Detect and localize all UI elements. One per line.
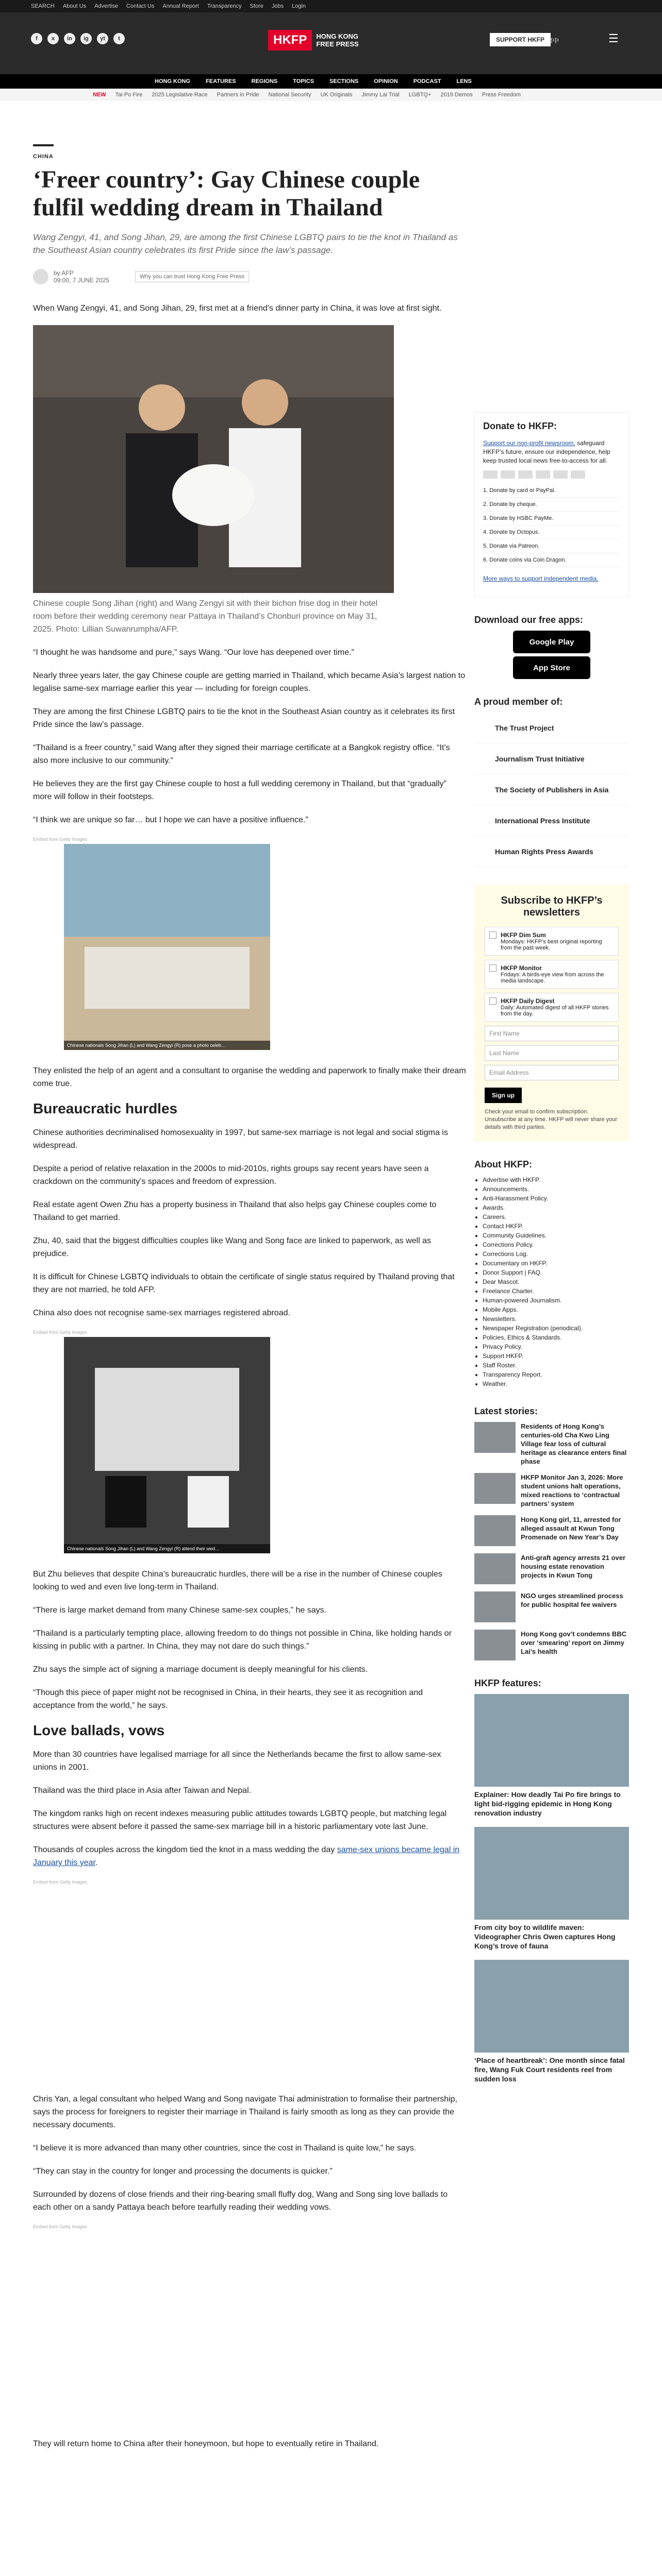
about-link[interactable]: • Anti-Harassment Policy. xyxy=(483,1194,629,1203)
wedding-stage-illustration xyxy=(64,1337,270,1553)
paragraph: They will return home to China after their honeymoon, but hope to eventually retire in Thailand. xyxy=(33,2439,379,2448)
topbar-item[interactable]: Advertise xyxy=(94,3,118,9)
about-link[interactable]: • Newsletters. xyxy=(483,1314,629,1324)
paragraph: “I believe it is more advanced than many other countries, since the cost in Thailand is quite low,” he says. xyxy=(33,2144,417,2153)
topbar-item[interactable]: Store xyxy=(250,3,263,9)
paragraph: When Wang Zengyi, 41, and Song Jihan, 29, first met at a friend’s dinner party in China, it was love at first sight. xyxy=(33,304,442,313)
about-link[interactable]: • Staff Roster. xyxy=(483,1361,629,1370)
paragraph: They enlisted the help of an agent and a consultant to organise the wedding and paperwork to finally make their dream come true. xyxy=(33,1066,466,1088)
paragraph: “I think we are unique so far… but I hope we can have a positive influence.” xyxy=(33,816,308,824)
paragraph: Surrounded by dozens of close friends and their ring-bearing small fluffy dog, Wang and Song sing love ballads to each other on a sandy Pattaya beach before tearfully reading their wedding vows. xyxy=(33,2190,448,2212)
topbar-item[interactable]: About Us xyxy=(62,3,87,9)
about-link[interactable]: • Contact HKFP. xyxy=(483,1222,629,1231)
site-header xyxy=(0,12,662,74)
about-link[interactable]: • Corrections Log. xyxy=(483,1249,629,1259)
story-title[interactable]: Hong Kong gov’t condemns BBC over ‘smearing’ report on Jimmy Lai’s health xyxy=(521,1630,627,1655)
getty-embed-placeholder xyxy=(33,2231,301,2293)
about-link[interactable]: • Privacy Policy. xyxy=(483,1342,629,1351)
embed-caption: Chinese nationals Song Jihan (L) and Wang Zengyi (R) pose a photo celeb… xyxy=(64,1041,270,1050)
widget-title: About HKFP: xyxy=(474,1159,532,1170)
latest-story[interactable] xyxy=(474,1591,629,1622)
linkedin-icon[interactable]: in xyxy=(64,33,75,44)
paragraph: China also does not recognise same-sex marriages registered abroad. xyxy=(33,1309,290,1317)
first-name-input[interactable]: First Name xyxy=(485,1026,619,1041)
embed-label: Embed from Getty Images xyxy=(33,1330,88,1335)
member-logo[interactable]: International Press Institute xyxy=(474,805,629,836)
main-nav xyxy=(0,74,662,89)
instagram-icon[interactable]: ig xyxy=(80,33,92,44)
story-thumbnail xyxy=(474,1515,516,1546)
paragraph: Chris Yan, a legal consultant who helped Wang and Song navigate Thai administration to formalise their partnership, says the process for foreigners to register their marriage in Thailand is fairly smooth as long as they can provide the necessary documents. xyxy=(33,2095,457,2129)
logo-line: FREE PRESS xyxy=(316,40,359,48)
getty-embed[interactable] xyxy=(64,844,270,1050)
about-link[interactable]: • Careers. xyxy=(483,1212,629,1222)
feature-story[interactable] xyxy=(474,1960,629,2083)
card-icon xyxy=(483,470,498,479)
nav-item[interactable]: SECTIONS xyxy=(329,78,359,84)
story-thumbnail xyxy=(474,1591,516,1622)
about-link[interactable]: • Advertise with HKFP. xyxy=(483,1175,629,1184)
nav-item[interactable]: HONG KONG xyxy=(155,78,191,84)
checkbox[interactable] xyxy=(489,964,496,972)
card-icon xyxy=(518,470,533,479)
paragraph: “Though this piece of paper might not be recognised in China, in their hearts, they see it as recognition and acceptance from the world,” he says. xyxy=(33,1688,423,1710)
about-link[interactable]: • Policies, Ethics & Standards. xyxy=(483,1333,629,1342)
logo-mark: HKFP xyxy=(268,30,312,50)
last-name-input[interactable]: Last Name xyxy=(485,1045,619,1061)
widget-title: Latest stories: xyxy=(474,1406,538,1416)
about-link[interactable]: • Announcements. xyxy=(483,1184,629,1194)
language-switch[interactable]: 繁中 xyxy=(547,37,559,44)
newsletter-option[interactable] xyxy=(485,927,619,956)
widget-title: Download our free apps: xyxy=(474,615,584,625)
trending-item[interactable]: Partners in Pride xyxy=(217,92,259,98)
nav-item[interactable]: FEATURES xyxy=(206,78,236,84)
paragraph: More than 30 countries have legalised marriage for all since the Netherlands became the first to allow same-sex unions in 2001. xyxy=(33,1750,441,1772)
nav-item[interactable]: OPINION xyxy=(374,78,398,84)
topbar-item[interactable]: Contact Us xyxy=(126,3,155,9)
feature-image xyxy=(474,1827,629,1920)
about-link[interactable]: • Dear Mascot. xyxy=(483,1277,629,1286)
telegram-icon[interactable]: t xyxy=(113,33,125,44)
checkbox[interactable] xyxy=(489,931,496,939)
nav-item[interactable]: TOPICS xyxy=(293,78,315,84)
paragraph: “I thought he was handsome and pure,” says Wang. “Our love has deepened over time.” xyxy=(33,648,354,657)
story-title[interactable]: Anti-graft agency arrests 21 over housing estate renovation projects in Kwun Tong xyxy=(521,1554,626,1579)
topbar-item[interactable]: Jobs xyxy=(271,3,284,9)
paragraph: Zhu, 40, said that the biggest difficulties couples like Wang and Song face are linked to paperwork, as well as prejudice. xyxy=(33,1236,431,1258)
member-logo[interactable]: The Trust Project xyxy=(474,713,629,743)
embed-label: Embed from Getty Images xyxy=(33,1879,88,1885)
feature-story[interactable] xyxy=(474,1694,629,1818)
member-logo[interactable]: Human Rights Press Awards xyxy=(474,836,629,867)
donate-widget xyxy=(474,412,629,597)
about-link[interactable]: • Freelance Charter. xyxy=(483,1286,629,1296)
about-link[interactable]: • Newspaper Registration (periodical). xyxy=(483,1324,629,1333)
hamburger-menu-icon[interactable]: ☰ xyxy=(608,32,619,45)
author-avatar xyxy=(33,269,48,284)
paragraph: “Thailand is a freer country,” said Wang after they signed their marriage certificate at a Bangkok registry office. “It’s also more inclusive to our community.” xyxy=(33,743,450,765)
trending-item[interactable]: Press Freedom xyxy=(482,92,521,98)
inline-link[interactable]: same-sex unions became legal in January this year xyxy=(33,1845,460,1867)
about-link[interactable]: • Transparency Report. xyxy=(483,1370,629,1379)
paragraph: The kingdom ranks high on recent indexes measuring public attitudes towards LGBTQ people, but matching legal structures were absent before it passed the same-sex marriage bill in a historic parliamentary vote last June. xyxy=(33,1809,447,1831)
story-thumbnail xyxy=(474,1473,516,1504)
about-link[interactable]: • Mobile Apps. xyxy=(483,1305,629,1314)
newsletter-option[interactable] xyxy=(485,993,619,1022)
byline xyxy=(33,269,466,284)
card-icon xyxy=(553,470,568,479)
more-ways-link[interactable]: More ways to support independent media. xyxy=(483,575,599,582)
title-rule xyxy=(33,144,54,146)
newsletter-name: HKFP Daily Digest xyxy=(501,997,555,1005)
trending-item[interactable]: LGBTQ+ xyxy=(408,92,432,98)
paragraph: It is difficult for Chinese LGBTQ individuals to obtain the certificate of single status required by Thailand proving that they are not married, he told AFP. xyxy=(33,1273,455,1294)
signup-button[interactable]: Sign up xyxy=(485,1088,522,1103)
newsletter-desc: Daily: Automated digest of all HKFP stories from the day. xyxy=(501,1005,609,1017)
checkbox[interactable] xyxy=(489,997,496,1005)
card-icon xyxy=(571,470,585,479)
about-link[interactable]: • Corrections Policy. xyxy=(483,1240,629,1249)
card-icon xyxy=(536,470,550,479)
paragraph: “They can stay in the country for longer and processing the documents is quicker.” xyxy=(33,2167,333,2176)
support-button[interactable]: SUPPORT HKFP xyxy=(490,33,551,46)
trending-item[interactable]: UK Originals xyxy=(320,92,353,98)
topbar-item[interactable]: Annual Report xyxy=(162,3,199,9)
paragraph: Chinese authorities decriminalised homosexuality in 1997, but same-sex marriage is not legal and social stigma is widespread. xyxy=(33,1128,448,1150)
about-link[interactable]: • Documentary on HKFP. xyxy=(483,1259,629,1268)
newsletter-option[interactable] xyxy=(485,960,619,989)
donate-option[interactable]: 1. Donate by card or PayPal. xyxy=(483,484,620,498)
section-heading: Love ballads, vows xyxy=(33,1722,165,1738)
nav-item[interactable]: LENS xyxy=(456,78,472,84)
feature-title[interactable]: Explainer: How deadly Tai Po fire brings to light bid-rigging epidemic in Hong Kong renovation industry xyxy=(474,1790,621,1817)
trending-item[interactable]: National Security xyxy=(268,92,311,98)
payment-methods xyxy=(483,470,620,479)
latest-story[interactable] xyxy=(474,1473,629,1508)
nav-item[interactable]: REGIONS xyxy=(251,78,278,84)
widget-title: HKFP features: xyxy=(474,1678,541,1688)
newsletter-desc: Mondays: HKFP’s best original reporting from the past week. xyxy=(501,939,602,951)
trending-bar xyxy=(0,89,662,101)
story-title[interactable]: Residents of Hong Kong’s centuries-old Cha Kwo Ling Village fear loss of cultural heritage as clearance enters final phase xyxy=(521,1422,627,1465)
trust-badge[interactable]: Why you can trust Hong Kong Free Press xyxy=(135,271,249,282)
couple-photo-illustration xyxy=(33,325,394,593)
x-icon[interactable]: x xyxy=(47,33,59,44)
member-logo[interactable]: Journalism Trust Initiative xyxy=(474,743,629,774)
latest-story[interactable] xyxy=(474,1553,629,1584)
social-links xyxy=(31,33,125,44)
article-body xyxy=(33,302,466,2450)
donate-option[interactable]: 2. Donate by cheque. xyxy=(483,498,620,512)
paragraph: “There is large market demand from many Chinese same-sex couples,” he says. xyxy=(33,1606,327,1615)
trending-item[interactable]: 2019 Demos xyxy=(440,92,473,98)
nav-item[interactable]: PODCAST xyxy=(413,78,441,84)
article-title: ‘Freer country’: Gay Chinese couple fulfil wedding dream in Thailand xyxy=(33,166,420,221)
getty-embed-placeholder xyxy=(33,1887,301,1948)
embed-label: Embed from Getty Images xyxy=(33,2224,88,2229)
features-widget xyxy=(474,1678,629,2083)
trending-item[interactable]: Jimmy Lai Trial xyxy=(361,92,400,98)
youtube-icon[interactable]: yt xyxy=(97,33,108,44)
about-link[interactable]: • Donor Support | FAQ. xyxy=(483,1268,629,1277)
article-category[interactable]: CHINA xyxy=(33,154,54,160)
paragraph: Real estate agent Owen Zhu has a property business in Thailand that also helps gay Chinese couples come to Thailand to get married. xyxy=(33,1200,437,1222)
sidebar xyxy=(474,412,629,2101)
paragraph xyxy=(33,1843,466,1869)
publish-date: 09:00, 7 JUNE 2025 xyxy=(54,277,110,284)
donate-option[interactable]: 5. Donate via Patreon. xyxy=(483,539,620,553)
card-icon xyxy=(501,470,515,479)
article xyxy=(33,144,466,2461)
about-link[interactable]: • Human-powered Journalism. xyxy=(483,1296,629,1305)
donate-option[interactable]: 3. Donate by HSBC PayMe. xyxy=(483,512,620,526)
feature-title[interactable]: ‘Place of heartbreak’: One month since fatal fire, Wang Fuk Court residents reel from sudden loss xyxy=(474,2056,625,2083)
newsletter-widget xyxy=(474,885,629,1142)
donate-text: safeguard HKFP’s future, ensure our independence, help keep trusted local news free-to-access for all. xyxy=(483,439,610,464)
about-widget xyxy=(474,1159,629,1388)
app-store-badge[interactable]: App Store xyxy=(513,656,590,679)
story-title[interactable]: Hong Kong girl, 11, arrested for alleged assault at Kwun Tong Promenade on New Year’s Day xyxy=(521,1516,621,1541)
widget-title: Subscribe to HKFP’s newsletters xyxy=(501,895,603,918)
story-thumbnail xyxy=(474,1422,516,1453)
lead-photo xyxy=(33,325,394,593)
widget-title: Donate to HKFP: xyxy=(483,421,557,431)
about-link[interactable]: • Awards. xyxy=(483,1203,629,1212)
paragraph: But Zhu believes that despite China’s bureaucratic hurdles, there will be a rise in the number of Chinese couples looking to wed and even live long-term in Thailand. xyxy=(33,1570,442,1591)
latest-widget xyxy=(474,1406,629,1660)
feature-title[interactable]: From city boy to wildlife maven: Videographer Chris Owen captures Hong Kong’s trove of fauna xyxy=(474,1923,616,1950)
site-logo[interactable] xyxy=(268,30,359,50)
latest-story[interactable] xyxy=(474,1630,629,1660)
story-thumbnail xyxy=(474,1553,516,1584)
story-title[interactable]: NGO urges streamlined process for public hospital fee waivers xyxy=(521,1592,623,1608)
email-input[interactable]: Email Address xyxy=(485,1065,619,1080)
getty-embed[interactable] xyxy=(64,1337,270,1553)
logo-wordmark xyxy=(316,32,358,48)
facebook-icon[interactable]: f xyxy=(31,33,42,44)
story-title[interactable]: HKFP Monitor Jan 3, 2026: More student unions halt operations, mixed reactions to ‘contractual partners’ system xyxy=(521,1473,623,1507)
apps-widget xyxy=(474,615,629,679)
embed-label: Embed from Getty Images xyxy=(33,837,88,842)
topbar-item[interactable]: Login xyxy=(292,3,306,9)
article-lede: Wang Zengyi, 41, and Song Jihan, 29, are among the first Chinese LGBTQ pairs to tie the knot in Thailand as the Southeast Asian country celebrates its first Pride since the law’s passage. xyxy=(33,232,458,255)
photo-caption: Chinese couple Song Jihan (right) and Wang Zengyi sit with their bichon frise dog in their hotel room before their wedding ceremony near Pattaya in Thailand’s Chonburi province on May 31, 2025. Photo: Lillian Suwanrumpha/AFP. xyxy=(33,599,378,634)
embed-caption: Chinese nationals Song Jihan (L) and Wang Zengyi (R) attend their wed… xyxy=(64,1544,270,1553)
paragraph: They are among the first Chinese LGBTQ pairs to tie the knot in the Southeast Asian country as it celebrates its first Pride since the law’s passage. xyxy=(33,707,455,729)
feature-image xyxy=(474,1694,629,1787)
donate-description xyxy=(483,439,620,465)
newsletter-name: HKFP Dim Sum xyxy=(501,931,546,939)
donate-link[interactable]: Support our non-profit newsroom: xyxy=(483,439,575,447)
wedding-beach-illustration xyxy=(64,844,270,1050)
google-play-badge[interactable]: Google Play xyxy=(513,631,590,653)
paragraph-text: Thousands of couples across the kingdom tied the knot in a mass wedding the day xyxy=(33,1845,337,1854)
widget-title: A proud member of: xyxy=(474,697,563,707)
latest-story[interactable] xyxy=(474,1515,629,1546)
paragraph: “Thailand is a particularly tempting place, allowing freedom to do things not possible in China, like holding hands or kissing in public with a partner. In China, they may not dare do such things.” xyxy=(33,1629,452,1651)
about-link[interactable]: • Weather. xyxy=(483,1379,629,1388)
trending-item[interactable]: 2025 Legislative Race xyxy=(152,92,208,98)
donate-option[interactable]: 6. Donate coins via Coin Dragon. xyxy=(483,553,620,567)
paragraph: Nearly three years later, the gay Chinese couple are getting married in Thailand, which became Asia’s largest nation to legalise same-sex marriage earlier this year — including for foreign couples. xyxy=(33,671,466,693)
section-heading: Bureaucratic hurdles xyxy=(33,1100,178,1116)
paragraph: He believes they are the first gay Chinese couple to host a full wedding ceremony in Thailand, but that “gradually” more will follow in their footsteps. xyxy=(33,779,446,801)
story-thumbnail xyxy=(474,1630,516,1660)
paragraph: Despite a period of relative relaxation in the 2000s to mid-2010s, rights groups say recent years have seen a crackdown on the community’s spaces and freedom of expression. xyxy=(33,1164,429,1186)
paragraph: Zhu says the simple act of signing a marriage document is deeply meaningful for his clients. xyxy=(33,1665,368,1674)
members-widget xyxy=(474,697,629,867)
topbar-item[interactable]: SEARCH xyxy=(31,3,55,9)
about-list xyxy=(474,1175,629,1388)
donate-option[interactable]: 4. Donate by Octopus. xyxy=(483,526,620,539)
paragraph-text: . xyxy=(95,1858,98,1867)
new-label: NEW xyxy=(93,92,106,98)
trending-item[interactable]: Tai Po Fire xyxy=(115,92,143,98)
latest-story[interactable] xyxy=(474,1422,629,1466)
paragraph: Thailand was the third place in Asia after Taiwan and Nepal. xyxy=(33,1786,252,1795)
newsletter-name: HKFP Monitor xyxy=(501,964,542,972)
newsletter-desc: Fridays: A birds-eye view from across the media landscape. xyxy=(501,972,604,984)
signup-note: Check your email to confirm subscription. Unsubscribe at any time. HKFP will never share your details with third parties. xyxy=(485,1109,618,1130)
about-link[interactable]: • Support HKFP. xyxy=(483,1351,629,1361)
feature-story[interactable] xyxy=(474,1827,629,1951)
feature-image xyxy=(474,1960,629,2053)
author-name[interactable]: by AFP xyxy=(54,269,74,277)
about-link[interactable]: • Community Guidelines. xyxy=(483,1231,629,1240)
topbar-item[interactable]: Transparency xyxy=(207,3,242,9)
top-utility-bar xyxy=(0,0,662,12)
logo-line: HONG KONG xyxy=(316,32,358,40)
member-logo[interactable]: The Society of Publishers in Asia xyxy=(474,774,629,805)
